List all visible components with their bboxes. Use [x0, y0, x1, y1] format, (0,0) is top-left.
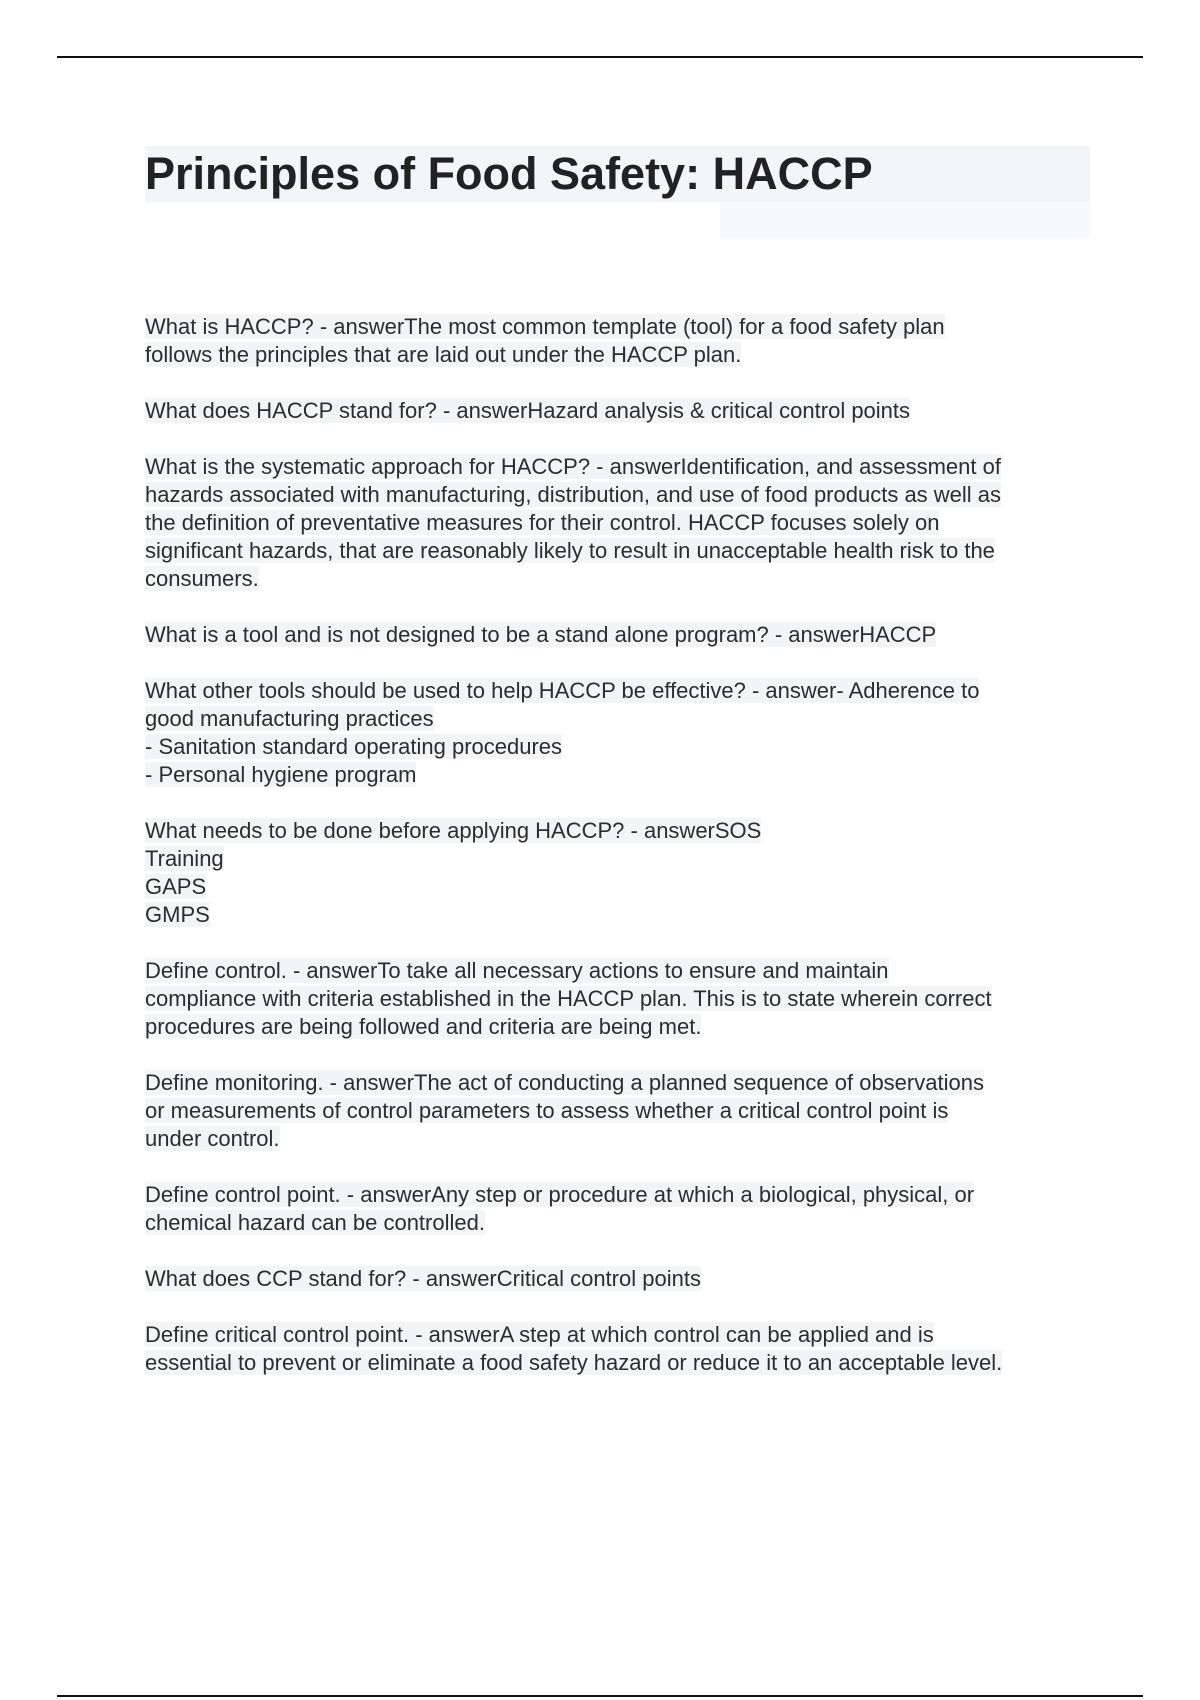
qa-line	[145, 481, 1100, 509]
qa-line-text: - Personal hygiene program	[145, 762, 417, 787]
qa-line-text: significant hazards, that are reasonably likely to result in unacceptable health risk to the	[145, 538, 995, 563]
qa-line-text: good manufacturing practices	[145, 706, 434, 731]
qa-line	[145, 761, 1100, 789]
qa-line	[145, 1349, 1100, 1377]
qa-line	[145, 1321, 1100, 1349]
qa-line	[145, 817, 1100, 845]
qa-line-text: Define control point. - answerAny step or procedure at which a biological, physical, or	[145, 1182, 975, 1207]
qa-line-text: procedures are being followed and criteria are being met.	[145, 1014, 702, 1039]
qa-line	[145, 845, 1100, 873]
qa-line	[145, 901, 1100, 929]
qa-line-text: Define monitoring. - answerThe act of conducting a planned sequence of observations	[145, 1070, 984, 1095]
qa-line-text: GAPS	[145, 874, 207, 899]
qa-line-text: What does CCP stand for? - answerCritical control points	[145, 1266, 701, 1291]
qa-item	[145, 453, 1100, 593]
qa-line-text: - Sanitation standard operating procedures	[145, 734, 563, 759]
qa-line	[145, 341, 1100, 369]
qa-line	[145, 1125, 1100, 1153]
qa-line	[145, 565, 1100, 593]
qa-line	[145, 509, 1100, 537]
qa-line-text: What is a tool and is not designed to be a stand alone program? - answerHACCP	[145, 622, 937, 647]
qa-line-text: What is the systematic approach for HACCP? - answerIdentification, and assessment of	[145, 454, 1001, 479]
qa-item	[145, 957, 1100, 1041]
qa-line-text: chemical hazard can be controlled.	[145, 1210, 485, 1235]
qa-line	[145, 677, 1100, 705]
qa-item	[145, 677, 1100, 789]
qa-item	[145, 1181, 1100, 1237]
qa-line	[145, 313, 1100, 341]
qa-list	[145, 313, 1100, 1405]
qa-line	[145, 1013, 1100, 1041]
qa-line-text: under control.	[145, 1126, 280, 1151]
qa-line	[145, 1265, 1100, 1293]
qa-line-text: follows the principles that are laid out under the HACCP plan.	[145, 342, 742, 367]
qa-line	[145, 873, 1100, 901]
qa-line	[145, 985, 1100, 1013]
qa-line-text: What needs to be done before applying HACCP? - answerSOS	[145, 818, 762, 843]
bottom-divider	[57, 1695, 1143, 1697]
qa-line-text: or measurements of control parameters to assess whether a critical control point is	[145, 1098, 949, 1123]
qa-line-text: GMPS	[145, 902, 210, 927]
qa-line	[145, 1209, 1100, 1237]
qa-line-text: Define control. - answerTo take all necessary actions to ensure and maintain	[145, 958, 889, 983]
qa-item	[145, 1069, 1100, 1153]
qa-line-text: What other tools should be used to help HACCP be effective? - answer- Adherence to	[145, 678, 980, 703]
qa-line-text: the definition of preventative measures for their control. HACCP focuses solely on	[145, 510, 940, 535]
qa-line-text: What is HACCP? - answerThe most common template (tool) for a food safety plan	[145, 314, 945, 339]
qa-item	[145, 1265, 1100, 1293]
qa-item	[145, 313, 1100, 369]
qa-line	[145, 397, 1100, 425]
qa-line-text: What does HACCP stand for? - answerHazard analysis & critical control points	[145, 398, 911, 423]
qa-item	[145, 817, 1100, 929]
qa-line	[145, 733, 1100, 761]
qa-line	[145, 453, 1100, 481]
qa-line	[145, 1097, 1100, 1125]
qa-line	[145, 957, 1100, 985]
qa-line	[145, 537, 1100, 565]
qa-line-text: compliance with criteria established in the HACCP plan. This is to state wherein correct	[145, 986, 992, 1011]
title-highlight	[720, 202, 1090, 238]
qa-line-text: consumers.	[145, 566, 259, 591]
qa-line	[145, 705, 1100, 733]
qa-item	[145, 621, 1100, 649]
qa-line-text: essential to prevent or eliminate a food safety hazard or reduce it to an acceptable level.	[145, 1350, 1003, 1375]
top-divider	[57, 56, 1143, 58]
qa-line-text: Training	[145, 846, 224, 871]
qa-item	[145, 397, 1100, 425]
qa-line	[145, 621, 1100, 649]
qa-line-text: Define critical control point. - answerA step at which control can be applied and is	[145, 1322, 934, 1347]
page-title: Principles of Food Safety: HACCP	[145, 146, 1090, 202]
qa-item	[145, 1321, 1100, 1377]
qa-line	[145, 1181, 1100, 1209]
qa-line	[145, 1069, 1100, 1097]
qa-line-text: hazards associated with manufacturing, distribution, and use of food products as well as	[145, 482, 1002, 507]
